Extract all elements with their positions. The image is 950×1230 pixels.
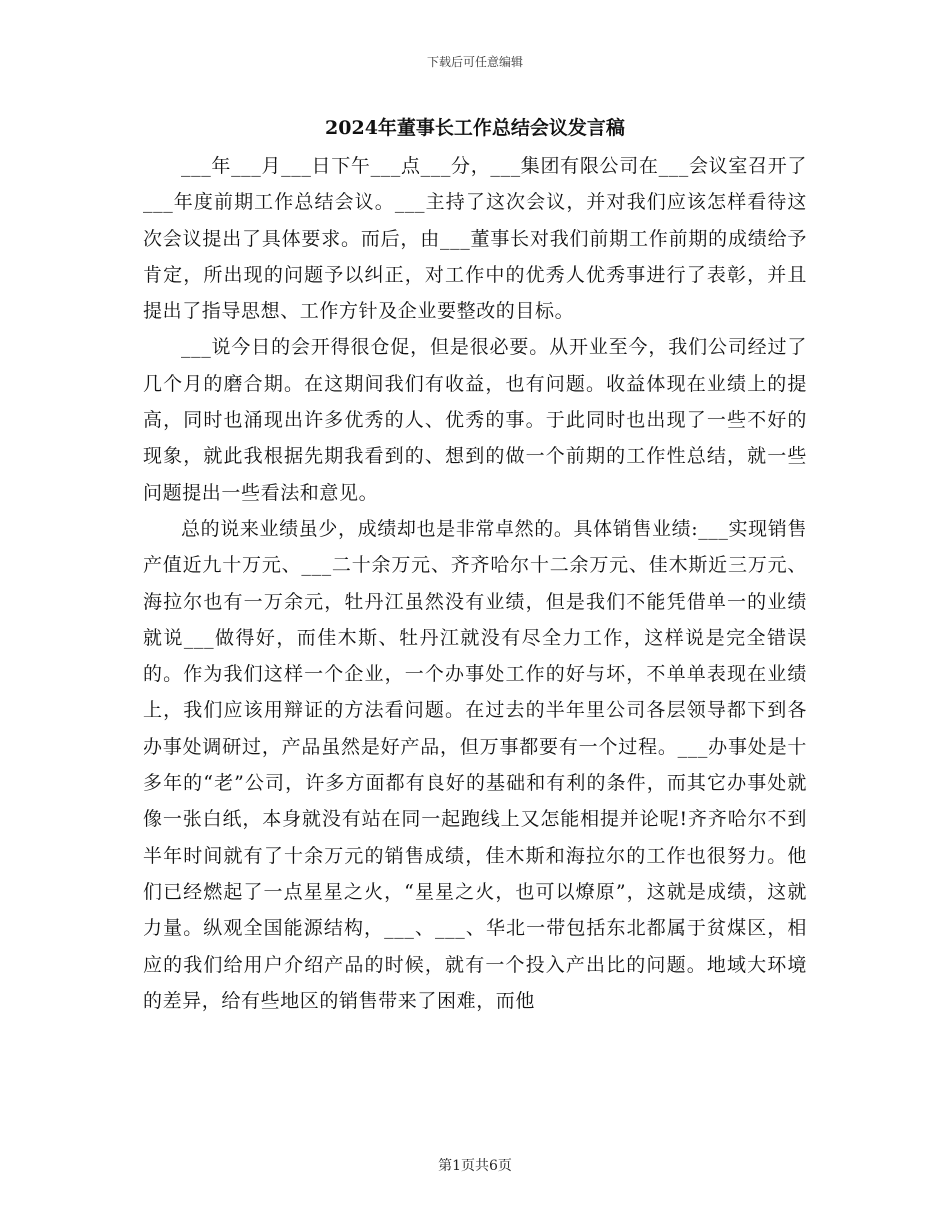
paragraph-3: 总的说来业绩虽少，成绩却也是非常卓然的。具体销售业绩:___实现销售产值近九十万元、___二十余万元、齐齐哈尔十二余万元、佳木斯近三万元、海拉尔也有一万余元，牡丹江虽然没有业绩，但是我们不能凭借单一的业绩就说___做得好，而佳木斯、牡丹江就没有尽全力工作，这样说是完全错误的。作为我们这样一个企业，一个办事处工作的好与坏，不单单表现在业绩上，我们应该用辩证的方法看问题。在过去的半年里公司各层领导都下到各办事处调研过，产品虽然是好产品，但万事都要有一个过程。___办事处是十多年的“老”公司，许多方面都有良好的基础和有利的条件，而其它办事处就像一张白纸，本身就没有站在同一起跑线上又怎能相提并论呢!齐齐哈尔不到半年时间就有了十余万元的销售成绩，佳木斯和海拉尔的工作也很努力。他们已经燃起了一点星星之火，“星星之火，也可以燎原”，这就是成绩，这就力量。纵观全国能源结构，___、___、华北一带包括东北都属于贫煤区，相应的我们给用户介绍产品的时候，就有一个投入产出比的问题。地域大环境的差异，给有些地区的销售带来了困难，而他 xyxy=(143,517,807,1012)
page-number-footer: 第1页共6页 xyxy=(438,1158,512,1174)
document-body xyxy=(143,148,807,1019)
document-title: 2024年董事长工作总结会议发言稿 xyxy=(325,117,625,139)
paragraph-1: ___年___月___日下午___点___分，___集团有限公司在___会议室召开了___年度前期工作总结会议。___主持了这次会议，并对我们应该怎样看待这次会议提出了具体要求。而后，由___董事长对我们前期工作前期的成绩给予肯定，所出现的问题予以纠正，对工作中的优秀人优秀事进行了表彰，并且提出了指导思想、工作方针及企业要整改的目标。 xyxy=(143,155,807,323)
paragraph-2: ___说今日的会开得很仓促，但是很必要。从开业至今，我们公司经过了几个月的磨合期。在这期间我们有收益，也有问题。收益体现在业绩上的提高，同时也涌现出许多优秀的人、优秀的事。于此同时也出现了一些不好的现象，就此我根据先期我看到的、想到的做一个前期的工作性总结，就一些问题提出一些看法和意见。 xyxy=(143,336,807,504)
page-header-note: 下载后可任意编辑 xyxy=(426,55,523,69)
